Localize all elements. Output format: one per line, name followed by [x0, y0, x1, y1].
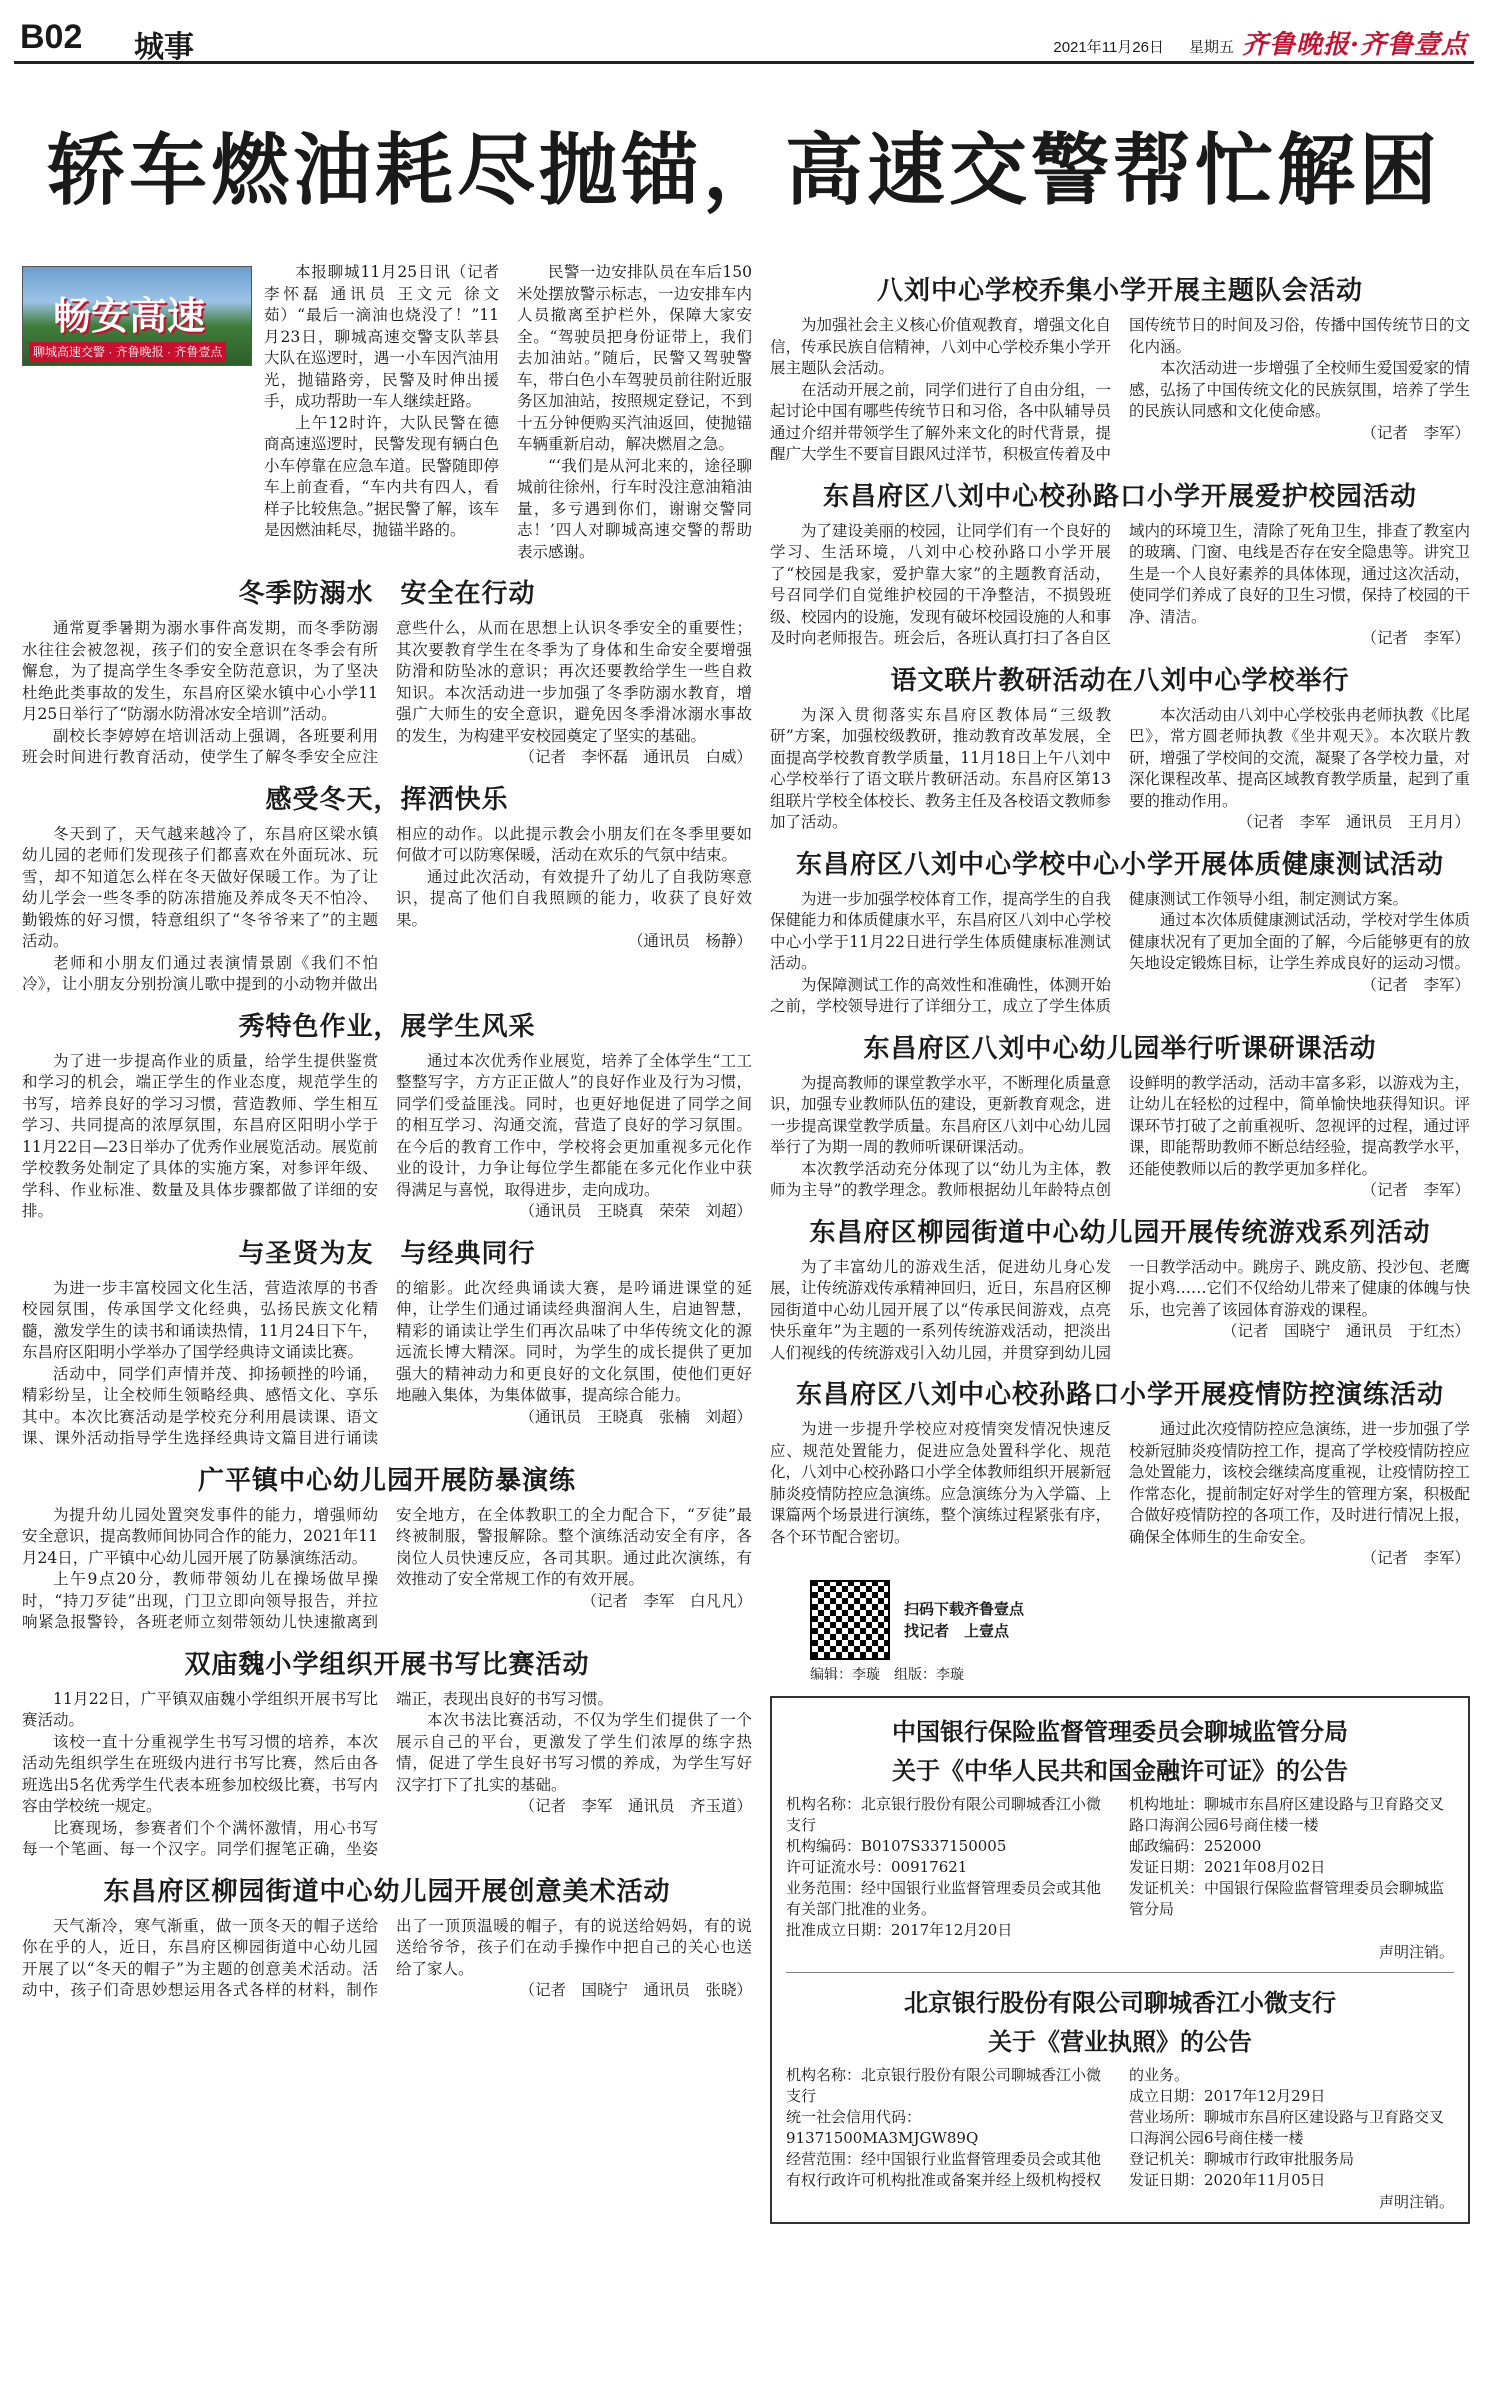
article-paragraph: 本次书法比赛活动，不仅为学生们提供了一个展示自己的平台，更激发了学生们浓厚的练字热情，促进了学生良好书写习惯的养成，为学生写好汉字打下了扎实的基础。: [396, 1711, 752, 1794]
article-title: 东昌府区八刘中心学校中心小学开展体质健康测试活动: [795, 849, 1444, 880]
issue-weekday: 星期五: [1188, 39, 1234, 56]
article-paragraph: 为提高教师的课堂教学水平，不断理化质量意识，加强专业教师队伍的建设，更新教育观念，进一步提高课堂教学质量。东昌府区八刘中心幼儿园举行了为期一周的教师听课研课活动。: [770, 1073, 1112, 1156]
article-title: 东昌府区八刘中心校孙路口小学开展疫情防控演练活动: [795, 1380, 1444, 1410]
notice-line: 批准成立日期：2017年12月20日: [786, 1920, 1013, 1939]
notice-line: 机构编码：B0107S337150005: [786, 1836, 1007, 1855]
article-byline: （通讯员 王晓真 张楠 刘超）: [519, 1407, 752, 1426]
notice-line: 发证日期：2020年11月05日: [1129, 2170, 1326, 2189]
lead-article: [22, 262, 752, 563]
article: [22, 1644, 752, 1861]
article: [22, 1006, 752, 1223]
article-title: 双庙魏小学组织开展书写比赛活动: [184, 1649, 590, 1680]
notice1-title: 关于《中华人民共和国金融许可证》的公告: [892, 1755, 1348, 1785]
article-byline: （记者 李军 通讯员 王月月）: [1237, 813, 1470, 831]
article-title: 东昌府区八刘中心校孙路口小学开展爱护校园活动: [822, 481, 1417, 512]
article-paragraph: 比赛现场，参赛者们个个满怀激情，用心书写每一个笔画、每一个汉字。同学们握笔正确，坐姿端正，表现出良好的书写习惯。: [22, 1689, 614, 1858]
banner-subtitle: 聊城高速交警 · 齐鲁晚报 · 齐鲁壹点: [29, 342, 226, 361]
article-title: 东昌府区八刘中心幼儿园举行听课研课活动: [863, 1033, 1377, 1064]
article-paragraph: 为了进一步提高作业的质量，给学生提供鉴赏和学习的机会，端正学生的作业态度，规范学生的书写，培养良好的学习习惯，营造教师、学生相互学习、共同提高的浓厚氛围，东昌府区阳明小学于11月22日—23日举办了优秀作业展览活动。展览前学校教务处制定了具体的实施方案，对参评年级、学科、作业标准、数量及具体步骤都做了详细的安排。: [22, 1051, 378, 1220]
article: [770, 844, 1470, 1018]
notice-line: 许可证流水号：00917621: [786, 1857, 968, 1876]
column-banner: [22, 266, 252, 366]
article-byline: （记者 国晓宁 通讯员 张晓）: [519, 1981, 752, 1999]
article-title: 感受冬天，挥洒快乐: [265, 784, 509, 815]
article-paragraph: 为进一步加强学校体育工作，提高学生的自我保健能力和体质健康水平，东昌府区八刘中心学校中心小学于11月22日进行学生体质健康标准测试活动。: [770, 889, 1112, 972]
notice-line: 成立日期：2017年12月29日: [1129, 2086, 1326, 2105]
article-title: 东昌府区柳园街道中心幼儿园开展传统游戏系列活动: [809, 1217, 1431, 1248]
article: [770, 270, 1470, 466]
article-paragraph: 11月22日，广平镇双庙魏小学组织开展书写比赛活动。: [22, 1689, 378, 1729]
article-paragraph: 该校一直十分重视学生书写习惯的培养，本次活动先组织学生在班级内进行书写比赛，然后由各班选出5名优秀学生代表本班参加校级比赛，书写内容由学校统一规定。: [22, 1732, 378, 1815]
brand-logo: 齐鲁晚报·齐鲁壹点: [1241, 30, 1468, 60]
article-byline: （记者 李军）: [1361, 1549, 1470, 1567]
article-paragraph: 本次教学活动充分体现了以“幼儿为主体，教师为主导”的教学理念。教师根据幼儿年龄特点创设鲜明的教学活动，活动丰富多彩，以游戏为主，让幼儿在轻松的过程中，简单愉快地获得知识。评课环节打破了之前重视听、忽视评的过程，通过评课，即能帮助教师不断总结经验，提高教学水平，还能使教师以后的教学更加多样化。: [770, 1073, 1470, 1199]
article-paragraph: 通过此次活动，有效提升了幼儿了自我防寒意识，提高了他们自我照顾的能力，收获了良好效果。: [396, 867, 752, 929]
notice-line: 邮政编码：252000: [1129, 1836, 1262, 1855]
article-title: 与圣贤为友 与经典同行: [238, 1238, 536, 1269]
lead-paragraph: 民警一边安排队员在车后150米处摆放警示标志，一边安排车内人员撤离至护栏外，保障大家安全。“驾驶员把身份证带上，我们去加油站。”随后，民警又驾驶警车，带白色小车驾驶员前往附近服务区加油站，按照规定登记，不到十五分钟便购买汽油返回，使抛锚车辆重新启动，解决燃眉之急。: [517, 263, 752, 453]
article-paragraph: 为加强社会主义核心价值观教育，增强文化自信，传承民族自信精神，八刘中心学校乔集小学开展主题队会活动。: [770, 316, 1112, 377]
article-paragraph: 为进一步丰富校园文化生活，营造浓厚的书香校园氛围，传承国学文化经典，弘扬民族文化精髓，激发学生的读书和诵读热情，11月24日下午，东昌府区阳明小学举办了国学经典诗文诵读比赛。: [22, 1278, 378, 1361]
lead-paragraph: 本报聊城11月25日讯（记者 李怀磊 通讯员 王文元 徐文茹）“最后一滴油也烧没了！”11月23日，聊城高速交警支队莘县大队在巡逻时，遇一小车因汽油用光，抛锚路旁，民警及时伸出援手，成功帮助一车人继续赶路。: [264, 263, 499, 410]
notice2-body: [786, 2065, 1454, 2191]
notice-line: 经营范围：经中国银行业监督管理委员会或其他有权行政许可机构批准或备案并经上级机构授权的业务。: [786, 2065, 1190, 2189]
article: [770, 1028, 1470, 1202]
notice-line: 登记机关：聊城市行政审批服务局: [1129, 2149, 1355, 2168]
page-code: B02: [20, 18, 83, 56]
article-paragraph: 天气渐冷，寒气渐重，做一顶冬天的帽子送给你在乎的人，近日，东昌府区柳园街道中心幼儿园开展了以“冬天的帽子”为主题的创意美术活动。活动中，孩子们奇思妙想运用各式各样的材料，制作出了一顶顶温暖的帽子，有的说送给妈妈，有的说送给爷爷，孩子们在动手操作中把自己的关心也送给了家人。: [22, 1916, 752, 1999]
article-byline: （记者 国晓宁 通讯员 于红杰）: [1221, 1322, 1470, 1340]
article-title: 东昌府区柳园街道中心幼儿园开展创意美术活动: [103, 1876, 671, 1907]
article: [770, 660, 1470, 834]
article: [22, 779, 752, 996]
article-byline: （通讯员 杨静）: [627, 932, 752, 950]
article-paragraph: 副校长李婷婷在培训活动上强调，各班要利用班会时间进行教育活动，使学生了解冬季安全应注意些什么，从而在思想上认识冬季安全的重要性；其次要教育学生在冬季为了身体和生命安全要增强防滑和防坠冰的意识；再次还要教给学生一些自救知识。本次活动进一步加强了冬季防溺水教育，增强广大师生的安全意识，避免因冬季滑冰溺水事故的发生，为构建平安校园奠定了坚实的基础。: [22, 619, 752, 766]
section-name: 城事: [134, 30, 194, 65]
article: [22, 573, 752, 769]
article-paragraph: 为提升幼儿园处置突发事件的能力，增强师幼安全意识，提高教师间协同合作的能力，2021年11月24日，广平镇中心幼儿园开展了防暴演练活动。: [22, 1505, 378, 1567]
notice1-body: [786, 1794, 1454, 1941]
article-paragraph: 本次活动由八刘中心学校张冉老师执教《比尾巴》，常方圆老师执教《坐井观天》。本次联片教研，增强了学校间的交流，凝聚了各学校力量，对深化课程改革、提高区域教育教学质量，起到了重要的推动作用。: [1129, 705, 1470, 810]
article-paragraph: 为了丰富幼儿的游戏生活，促进幼儿身心发展，让传统游戏传承精神回归，近日，东昌府区柳园街道中心幼儿园开展了以“传承民间游戏，点亮快乐童年”为主题的一系列传统游戏活动，把淡出人们视线的传统游戏引入幼儿园，并贯穿到幼儿园一日教学活动中。跳房子、跳皮筋、投沙包、老鹰捉小鸡……它们不仅给幼儿带来了健康的体魄与快乐，也完善了该园体育游戏的课程。: [770, 1257, 1470, 1362]
article-paragraph: 为了建设美丽的校园，让同学们有一个良好的学习、生活环境，八刘中心校孙路口小学开展了“校园是我家，爱护靠大家”的主题教育活动，号召同学们自觉维护校园的干净整洁，不损毁班级、校园内的设施，发现有破坏校园设施的人和事及时向老师报告。班会后，各班认真打扫了各自区域内的环境卫生，清除了死角卫生，排查了教室内的玻璃、门窗、电线是否存在安全隐患等。讲究卫生是一个人良好素养的具体体现，通过这次活动，使同学们养成了良好的卫生习惯，保持了校园的干净、清洁。: [770, 521, 1470, 647]
article-title: 语文联片教研活动在八刘中心学校举行: [890, 665, 1350, 696]
notice2-org: 北京银行股份有限公司聊城香江小微支行: [904, 1987, 1336, 2017]
article-byline: （记者 李军）: [1361, 423, 1470, 442]
qr-line2: 找记者 上壹点: [904, 1621, 1010, 1640]
article-paragraph: 通过此次疫情防控应急演练，进一步加强了学校新冠肺炎疫情防控工作，提高了学校疫情防控应急处置能力，该校会继续高度重视，让疫情防控工作常态化，提前制定好对学生的管理方案，积极配合做好疫情防控的各项工作，及时进行情况上报，确保全体师生的生命安全。: [1129, 1420, 1470, 1546]
public-notice: [770, 1696, 1470, 2224]
article-paragraph: 为进一步提升学校应对疫情突发情况快速反应、规范处置能力，促进应急处置科学化、规范化，八刘中心校孙路口小学全体教师组织开展新冠肺炎疫情防控应急演练。应急演练分为入学篇、上课篇两个场景进行演练，整个演练过程紧张有序，各个环节配合密切。: [770, 1420, 1112, 1546]
article-paragraph: 老师和小朋友们通过表演情景剧《我们不怕冷》，让小朋友分别扮演儿歌中提到的小动物并做出相应的动作。以此提示教会小朋友们在冬季里要如何做才可以防寒保暖，活动在欢乐的气氛中结束。: [22, 824, 752, 993]
article-byline: （记者 李军）: [1361, 629, 1470, 647]
notice-line: 发证机关：中国银行保险监督管理委员会聊城监管分局: [1129, 1878, 1445, 1918]
right-articles: [770, 270, 1470, 1570]
notice1-org: 中国银行保险监督管理委员会聊城监管分局: [892, 1716, 1348, 1746]
article-paragraph: 在活动开展之前，同学们进行了自由分组，一起讨论中国有哪些传统节日和习俗，各中队辅导员通过介绍并带领学生了解外来文化的时代背景，提醒广大学生不要盲目跟风过洋节，积极宣传着及中国传统节日的时间及习俗，传播中国传统节日的文化内涵。: [770, 316, 1470, 463]
article: [22, 1233, 752, 1450]
issue-date: 2021年11月26日: [1053, 39, 1164, 56]
article-paragraph: 上午9点20分，教师带领幼儿在操场做早操时，“持刀歹徒”出现，门卫立即向领导报告，并拉响紧急报警铃，各班老师立刻带领幼儿快速撤离到安全地方，在全体教职工的全力配合下，“歹徒”最终被制服，警报解除。整个演练活动安全有序，各岗位人员快速反应，各司其职。通过此次演练，有效推动了安全常规工作的有效开展。: [22, 1505, 752, 1631]
editors-credit: 编辑：李璇 组版：李璇: [810, 1665, 964, 1682]
qr-line1: 扫码下载齐鲁壹点: [904, 1599, 1025, 1618]
notice-line: 统一社会信用代码：91371500MA3MJGW89Q: [786, 2107, 979, 2147]
notice-line: 机构名称：北京银行股份有限公司聊城香江小微支行: [786, 1794, 1102, 1834]
qr-code-icon[interactable]: [810, 1580, 890, 1660]
notice-line: 机构地址：聊城市东昌府区建设路与卫育路交叉路口海润公园6号商住楼一楼: [1129, 1794, 1445, 1834]
article-paragraph: 冬天到了，天气越来越冷了，东昌府区梁水镇幼儿园的老师们发现孩子们都喜欢在外面玩冰、玩雪，却不知道怎么样在冬天做好保暖工作。为了让幼儿学会一些冬季的防冻措施及养成冬天不怕冷、勤锻炼的好习惯，特意组织了“冬爷爷来了”的主题活动。: [22, 824, 378, 950]
article-byline: （记者 李军 通讯员 齐玉道）: [519, 1797, 752, 1815]
article-byline: （记者 李军）: [1361, 975, 1470, 994]
banner-title: 畅安高速: [53, 293, 206, 338]
article-title: 广平镇中心幼儿园开展防暴演练: [197, 1465, 576, 1496]
notice2-title: 关于《营业执照》的公告: [988, 2026, 1252, 2056]
notice2-signer: 声明注销。: [1378, 2192, 1454, 2211]
left-column: [22, 262, 752, 2372]
article: [22, 1460, 752, 1634]
article: [770, 1374, 1470, 1570]
article-title: 八刘中心学校乔集小学开展主题队会活动: [876, 276, 1363, 306]
notice-line: 发证日期：2021年08月02日: [1129, 1857, 1326, 1876]
article-paragraph: 本次活动进一步增强了全校师生爱国爱家的情感，弘扬了中国传统文化的民族氛围，培养了学生的民族认同感和文化使命感。: [1129, 359, 1470, 420]
article-paragraph: 为保障测试工作的高效性和准确性，体测开始之前，学校领导进行了详细分工，成立了学生体质健康测试工作领导小组，制定测试方案。: [770, 889, 1409, 1015]
lead-paragraph: “‘我们是从河北来的，途径聊城前往徐州，行车时没注意油箱油量，多亏遇到你们，谢谢交警同志！’四人对聊城高速交警的帮助表示感谢。: [517, 456, 752, 561]
article-paragraph: 为深入贯彻落实东昌府区教体局“三级教研”方案，加强校级教研，推动教育改革发展，全面提高学校教育教学质量，11月18日上午八刘中心学校举行了语文联片教研活动。东昌府区第13组联片学校全体校长、教务主任及各校语文教师参加了活动。: [770, 705, 1112, 831]
article-byline: （记者 李军）: [1361, 1181, 1470, 1199]
article: [770, 1212, 1470, 1365]
page-header: [14, 14, 1474, 64]
article-paragraph: 活动中，同学们声情并茂、抑扬顿挫的吟诵，精彩纷呈，让全校师生领略经典、感悟文化、享乐其中。本次比赛活动是学校充分利用晨读课、语文课、课外活动指导学生选择经典诗文篇目进行诵读的缩影。此次经典诵读大赛，是吟诵进课堂的延伸，让学生们通过诵读经典溜润人生，启迪智慧，精彩的诵读让学生们再次品味了中华传统文化的源远流长博大精深。同时，为学生的成长提供了更加强大的精神动力和更良好的文化氛围，使他们更好地融入集体，为集体做事，提高综合能力。: [22, 1278, 752, 1447]
article-paragraph: 通常夏季暑期为溺水事件高发期，而冬季防溺水往往会被忽视，孩子们的安全意识在冬季会有所懈怠，为了提高学生冬季安全防范意识，为了坚决杜绝此类事故的发生，东昌府区梁水镇中心小学11月25日举行了“防溺水防滑冰安全培训”活动。: [22, 619, 378, 723]
notice-divider: [786, 1972, 1454, 1973]
main-headline: 轿车燃油耗尽抛锚，高速交警帮忙解困: [46, 125, 1441, 216]
notice1-signer: 声明注销。: [1378, 1942, 1454, 1961]
notice-line: 营业场所：聊城市东昌府区建设路与卫育路交叉口海润公园6号商住楼一楼: [1129, 2107, 1445, 2147]
article: [770, 476, 1470, 650]
article: [22, 1871, 752, 2002]
article-paragraph: 通过本次优秀作业展览，培养了全体学生“工工整整写字，方方正正做人”的良好作业及行为习惯，同学们受益匪浅。同时，也更好地促进了同学之间的相互学习、沟通交流，营造了良好的学习氛围。在今后的教育工作中，学校将会更加重视多元化作业的设计，力争让每位学生都能在多元化作业中获得满足与喜悦，取得进步，走向成功。: [396, 1051, 752, 1199]
lead-paragraph: 上午12时许，大队民警在德商高速巡逻时，民警发现有辆白色小车停靠在应急车道。民警随即停车上前查看，“车内共有四人，看样子比较焦急。”据民警了解，该车是因燃油耗尽，抛锚半路的。: [264, 413, 499, 539]
article-title: 冬季防溺水 安全在行动: [238, 579, 536, 609]
notice-line: 业务范围：经中国银行业监督管理委员会或其他有关部门批准的业务。: [786, 1878, 1102, 1918]
article-title: 秀特色作业，展学生风采: [238, 1011, 536, 1042]
article-byline: （记者 李军 白凡凡）: [581, 1591, 752, 1610]
left-articles: [22, 573, 752, 2002]
right-column: [770, 262, 1470, 2372]
article-byline: （通讯员 王晓真 荣荣 刘超）: [519, 1202, 752, 1220]
notice-line: 机构名称：北京银行股份有限公司聊城香江小微支行: [786, 2065, 1102, 2105]
article-byline: （记者 李怀磊 通讯员 白威）: [519, 748, 752, 766]
article-paragraph: 通过本次体质健康测试活动，学校对学生体质健康状况有了更加全面的了解，今后能够更有的放矢地设定锻炼目标，让学生养成良好的运动习惯。: [1129, 911, 1470, 972]
qr-promo: [770, 1580, 1470, 1660]
